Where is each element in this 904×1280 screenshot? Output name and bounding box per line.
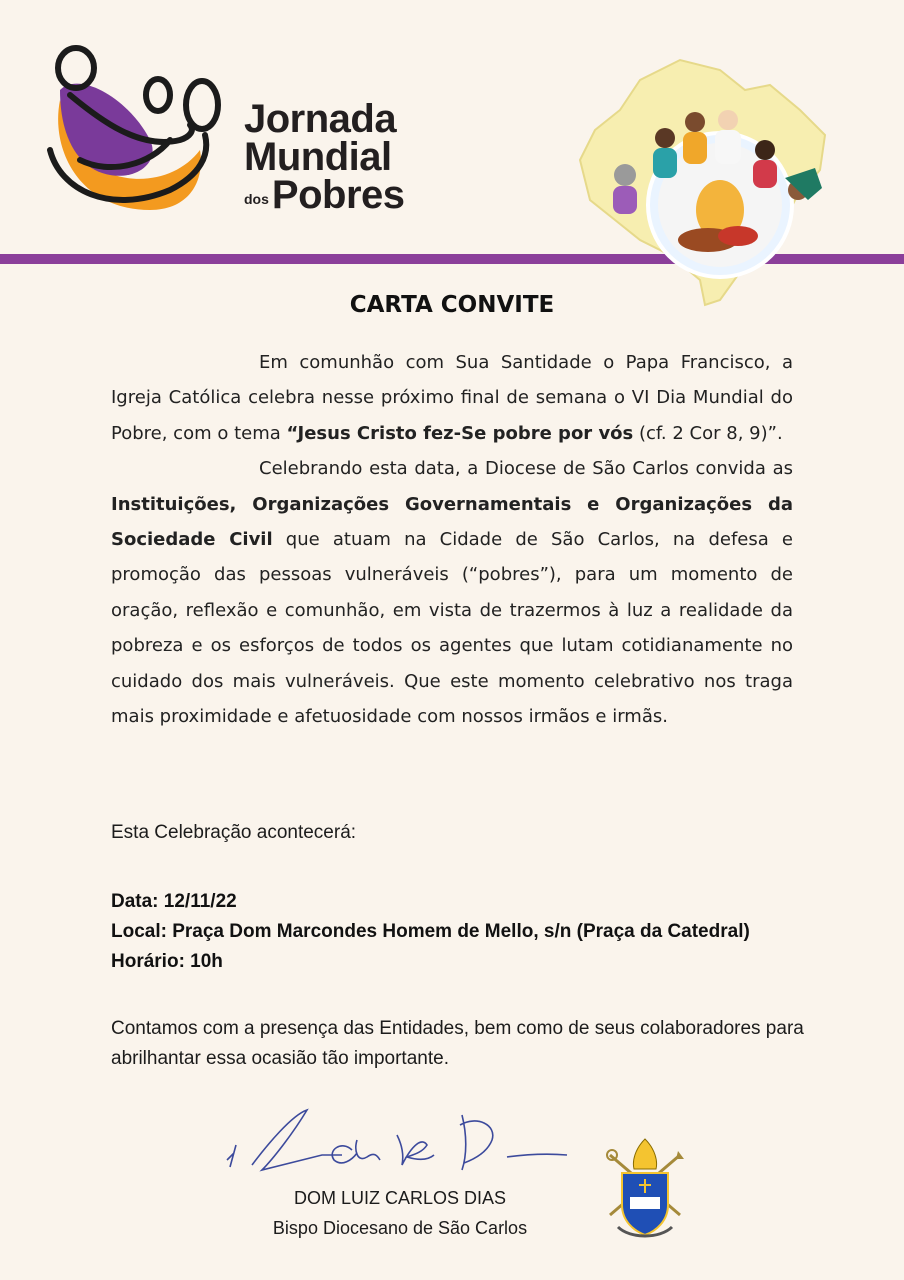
letter-body <box>111 345 793 734</box>
logo-line-2: Mundial <box>244 135 392 179</box>
diocese-coat-of-arms-icon <box>600 1135 690 1245</box>
event-location: Local: Praça Dom Marcondes Homem de Mello, s/n (Praça da Catedral) <box>111 921 750 942</box>
logo-wordmark <box>244 97 405 218</box>
logo-line-3-main: Pobres <box>271 173 405 217</box>
jornada-logo-icon <box>40 40 240 230</box>
event-details <box>111 887 750 977</box>
page-title: CARTA CONVITE <box>349 292 555 318</box>
paragraph-1 <box>111 345 793 451</box>
paragraph-1-theme: “Jesus Cristo fez-Se pobre por vós <box>286 422 634 444</box>
logo-line-3-small: dos <box>244 191 269 207</box>
event-date: Data: 12/11/22 <box>111 891 237 912</box>
handwritten-signature <box>222 1105 582 1180</box>
brazil-map-illustration <box>570 40 830 310</box>
signer-name: DOM LUIZ CARLOS DIAS <box>293 1188 507 1208</box>
paragraph-2-institutions: Instituições, Organizações Governamentais e Organizações da Sociedade Civil <box>111 493 793 551</box>
paragraph-2-text-a: Celebrando esta data, a Diocese de São Carlos convida as <box>259 458 793 480</box>
signer-role: Bispo Diocesano de São Carlos <box>272 1218 528 1238</box>
logo-line-3 <box>244 173 405 218</box>
event-time: Horário: 10h <box>111 951 223 972</box>
paragraph-2 <box>111 451 793 734</box>
paragraph-1-text-b: (cf. 2 Cor 8, 9)”. <box>633 422 783 444</box>
header <box>0 0 904 270</box>
signature-block <box>240 1183 560 1243</box>
event-intro: Esta Celebração acontecerá: <box>111 822 357 843</box>
logo-line-1: Jornada <box>244 97 397 141</box>
paragraph-2-text-b: que atuam na Cidade de São Carlos, na defesa e promoção das pessoas vulneráveis (“pobres”), para um momento de oração, reflexão e comunhão, em vista de trazermos à luz a realidade da pobreza e os esforços de todos os agentes que lutam cotidianamente no cuidado dos mais vulneráveis. Que este momento celebrativo nos traga mais proximidade e afetuosidade com nossos irmãos e irmãs. <box>111 529 793 728</box>
closing-text: Contamos com a presença das Entidades, bem como de seus colaboradores para abrilhantar essa ocasião tão importante. <box>111 1018 804 1069</box>
paragraph-1-text-a: Em comunhão com Sua Santidade o Papa Francisco, a Igreja Católica celebra nesse próximo final de semana o VI Dia Mundial do Pobre, com o tema <box>111 352 793 444</box>
